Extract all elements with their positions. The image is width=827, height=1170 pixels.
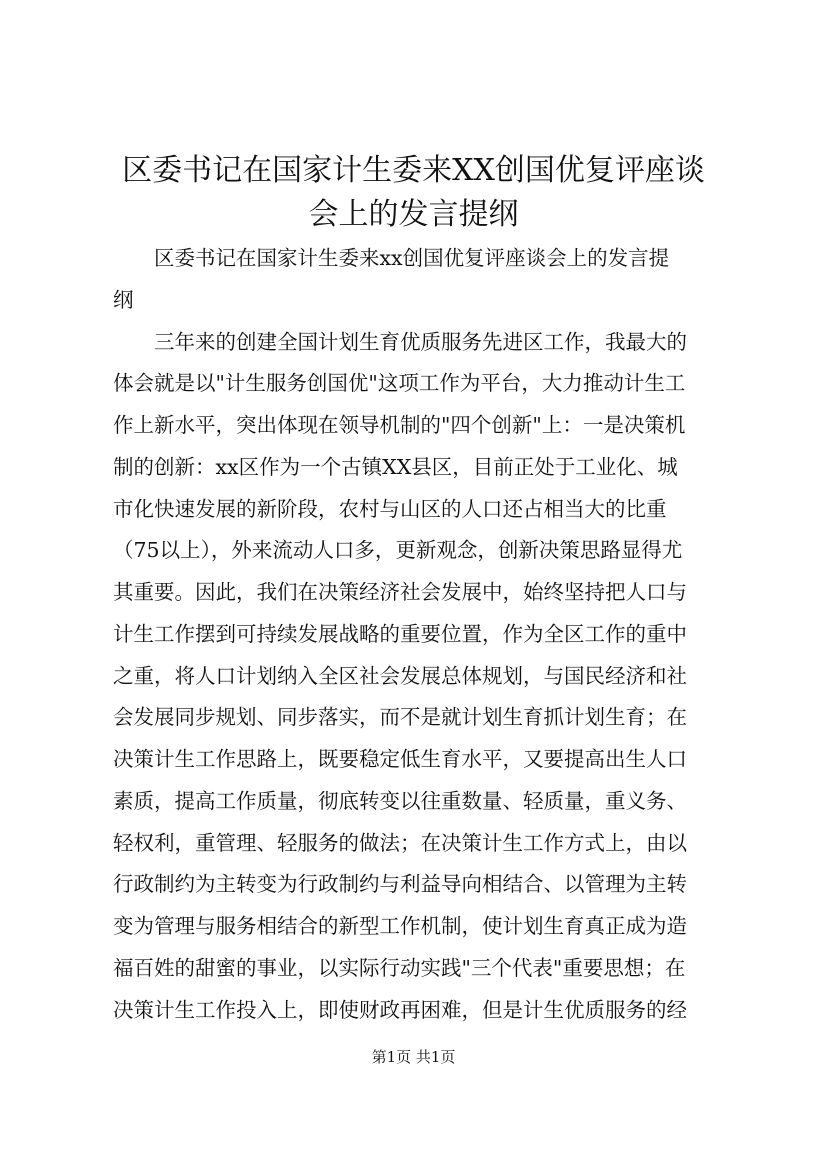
document-title-line-1: 区委书记在国家计生委来XX创国优复评座谈 [122, 153, 705, 188]
body-line: 计生工作摆到可持续发展战略的重要位置，作为全区工作的重中 [113, 621, 687, 646]
body-line: 之重，将人口计划纳入全区社会发展总体规划，与国民经济和社 [113, 663, 687, 688]
body-line: 市化快速发展的新阶段，农村与山区的人口还占相当大的比重 [113, 496, 667, 521]
body-line: 制的创新：xx区作为一个古镇XX县区，目前正处于工业化、城 [113, 454, 678, 479]
body-line: 三年来的创建全国计划生育优质服务先进区工作，我最大的 [113, 329, 687, 354]
body-line: 会发展同步规划、同步落实，而不是就计划生育抓计划生育；在 [113, 705, 687, 730]
document-title-line-2: 会上的发言提纲 [308, 197, 519, 232]
body-line: 决策计生工作思路上，既要稳定低生育水平，又要提高出生人口 [113, 747, 687, 771]
body-line: 作上新水平，突出体现在领导机制的"四个创新"上：一是决策机 [113, 413, 686, 437]
body-line: 体会就是以"计生服务创国优"这项工作为平台，大力推动计生工 [113, 371, 686, 396]
body-line: 纲 [113, 287, 134, 312]
body-line: 其重要。因此，我们在决策经济社会发展中，始终坚持把人口与 [113, 580, 687, 604]
body-line: 变为管理与服务相结合的新型工作机制，使计划生育真正成为造 [113, 914, 687, 938]
body-line: 决策计生工作投入上，即使财政再困难，但是计生优质服务的经 [113, 997, 687, 1022]
body-line: 轻权利，重管理、轻服务的做法；在决策计生工作方式上，由以 [113, 830, 687, 855]
body-line: 区委书记在国家计生委来xx创国优复评座谈会上的发言提 [113, 246, 670, 270]
body-line: （75以上），外来流动人口多，更新观念，创新决策思路显得尤 [113, 538, 683, 563]
body-line: 素质，提高工作质量，彻底转变以往重数量、轻质量，重义务、 [113, 788, 687, 813]
body-line: 福百姓的甜蜜的事业，以实际行动实践"三个代表"重要思想；在 [113, 955, 686, 980]
body-line: 行政制约为主转变为行政制约与利益导向相结合、以管理为主转 [113, 872, 687, 897]
page-footer: 第1页 共1页 [371, 1048, 456, 1066]
